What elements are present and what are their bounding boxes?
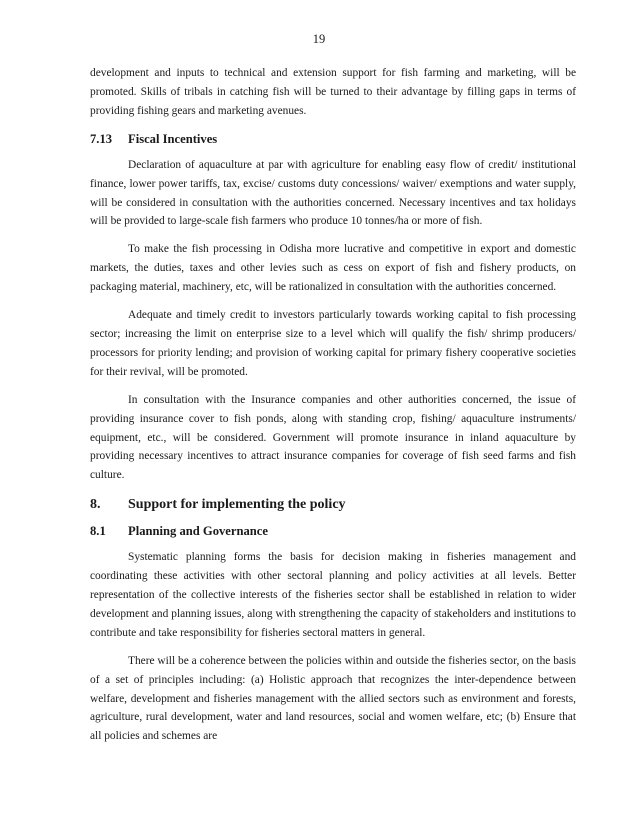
page-number: 19 xyxy=(312,32,326,46)
section-number: 7.13 xyxy=(90,131,113,146)
fiscal-paragraph-2: To make the fish processing in Odisha more lucrative and competitive in export and domestic markets, the duties, taxes and other levies such as cess on export of fish and fishery products, on packaging material, machinery, etc, will be rationalized in consultation with the authorities concerned. xyxy=(90,243,576,294)
section-title: Support for implementing the policy xyxy=(128,497,346,513)
intro-paragraph: development and inputs to technical and extension support for fish farming and marketing, will be promoted. Skills of tribals in catching fish will be turned to their advantage by filling gaps in terms of providing fishing gears and marketing avenues. xyxy=(90,67,576,117)
fiscal-paragraph-4: In consultation with the Insurance companies and other authorities concerned, the issue of providing insurance cover to fish ponds, along with standing crop, fishing/ aquaculture instruments/ equipment, etc., will be considered. Government will promote insurance in inland aquaculture by providing necessary incentives to attract insurance companies for coverage of fish seed farms and fish culture. xyxy=(90,393,576,482)
planning-paragraph-2: There will be a coherence between the policies within and outside the fisheries sector, on the basis of a set of principles including: (a) Holistic approach that recognizes the inter-dependence between welfare, development and fisheries management with the allied sectors such as environment and forests, agriculture, rural development, water and land resources, social and women welfare, etc; (b) Ensure that all policies and schemes are xyxy=(90,654,576,743)
section-title: Fiscal Incentives xyxy=(128,131,218,146)
section-title: Planning and Governance xyxy=(128,524,268,539)
fiscal-paragraph-1: Declaration of aquaculture at par with agriculture for enabling easy flow of credit/ institutional finance, lower power tariffs, tax, excise/ customs duty concessions/ waiver/ exemptions and water supply, will be considered in consultation with the authorities concerned. Necessary incentives and tax holidays will be provided to large-scale fish farmers who produce 10 tonnes/ha or more of fish. xyxy=(90,158,576,228)
section-heading-planning xyxy=(90,524,576,539)
fiscal-paragraph-3: Adequate and timely credit to investors particularly towards working capital to fish processing sector; increasing the limit on enterprise size to a level which will qualify the fish/ shrimp producers/ processors for priority lending; and provision of working capital for primary fishery cooperative societies for their revival, will be promoted. xyxy=(90,309,576,378)
section-heading-support xyxy=(90,497,576,513)
section-number: 8.1 xyxy=(90,524,106,539)
section-heading-fiscal-incentives xyxy=(90,132,576,147)
planning-paragraph-1: Systematic planning forms the basis for decision making in fisheries management and coordinating these activities with other sectoral planning and policy activities at all levels. Better representation of the collective interests of the fisheries sector shall be established in relation to wider development and planning issues, along with strengthening the capacity of stakeholders and institutions to contribute and take responsibility for fisheries sectoral matters in general. xyxy=(90,551,576,639)
section-number: 8. xyxy=(90,497,101,513)
